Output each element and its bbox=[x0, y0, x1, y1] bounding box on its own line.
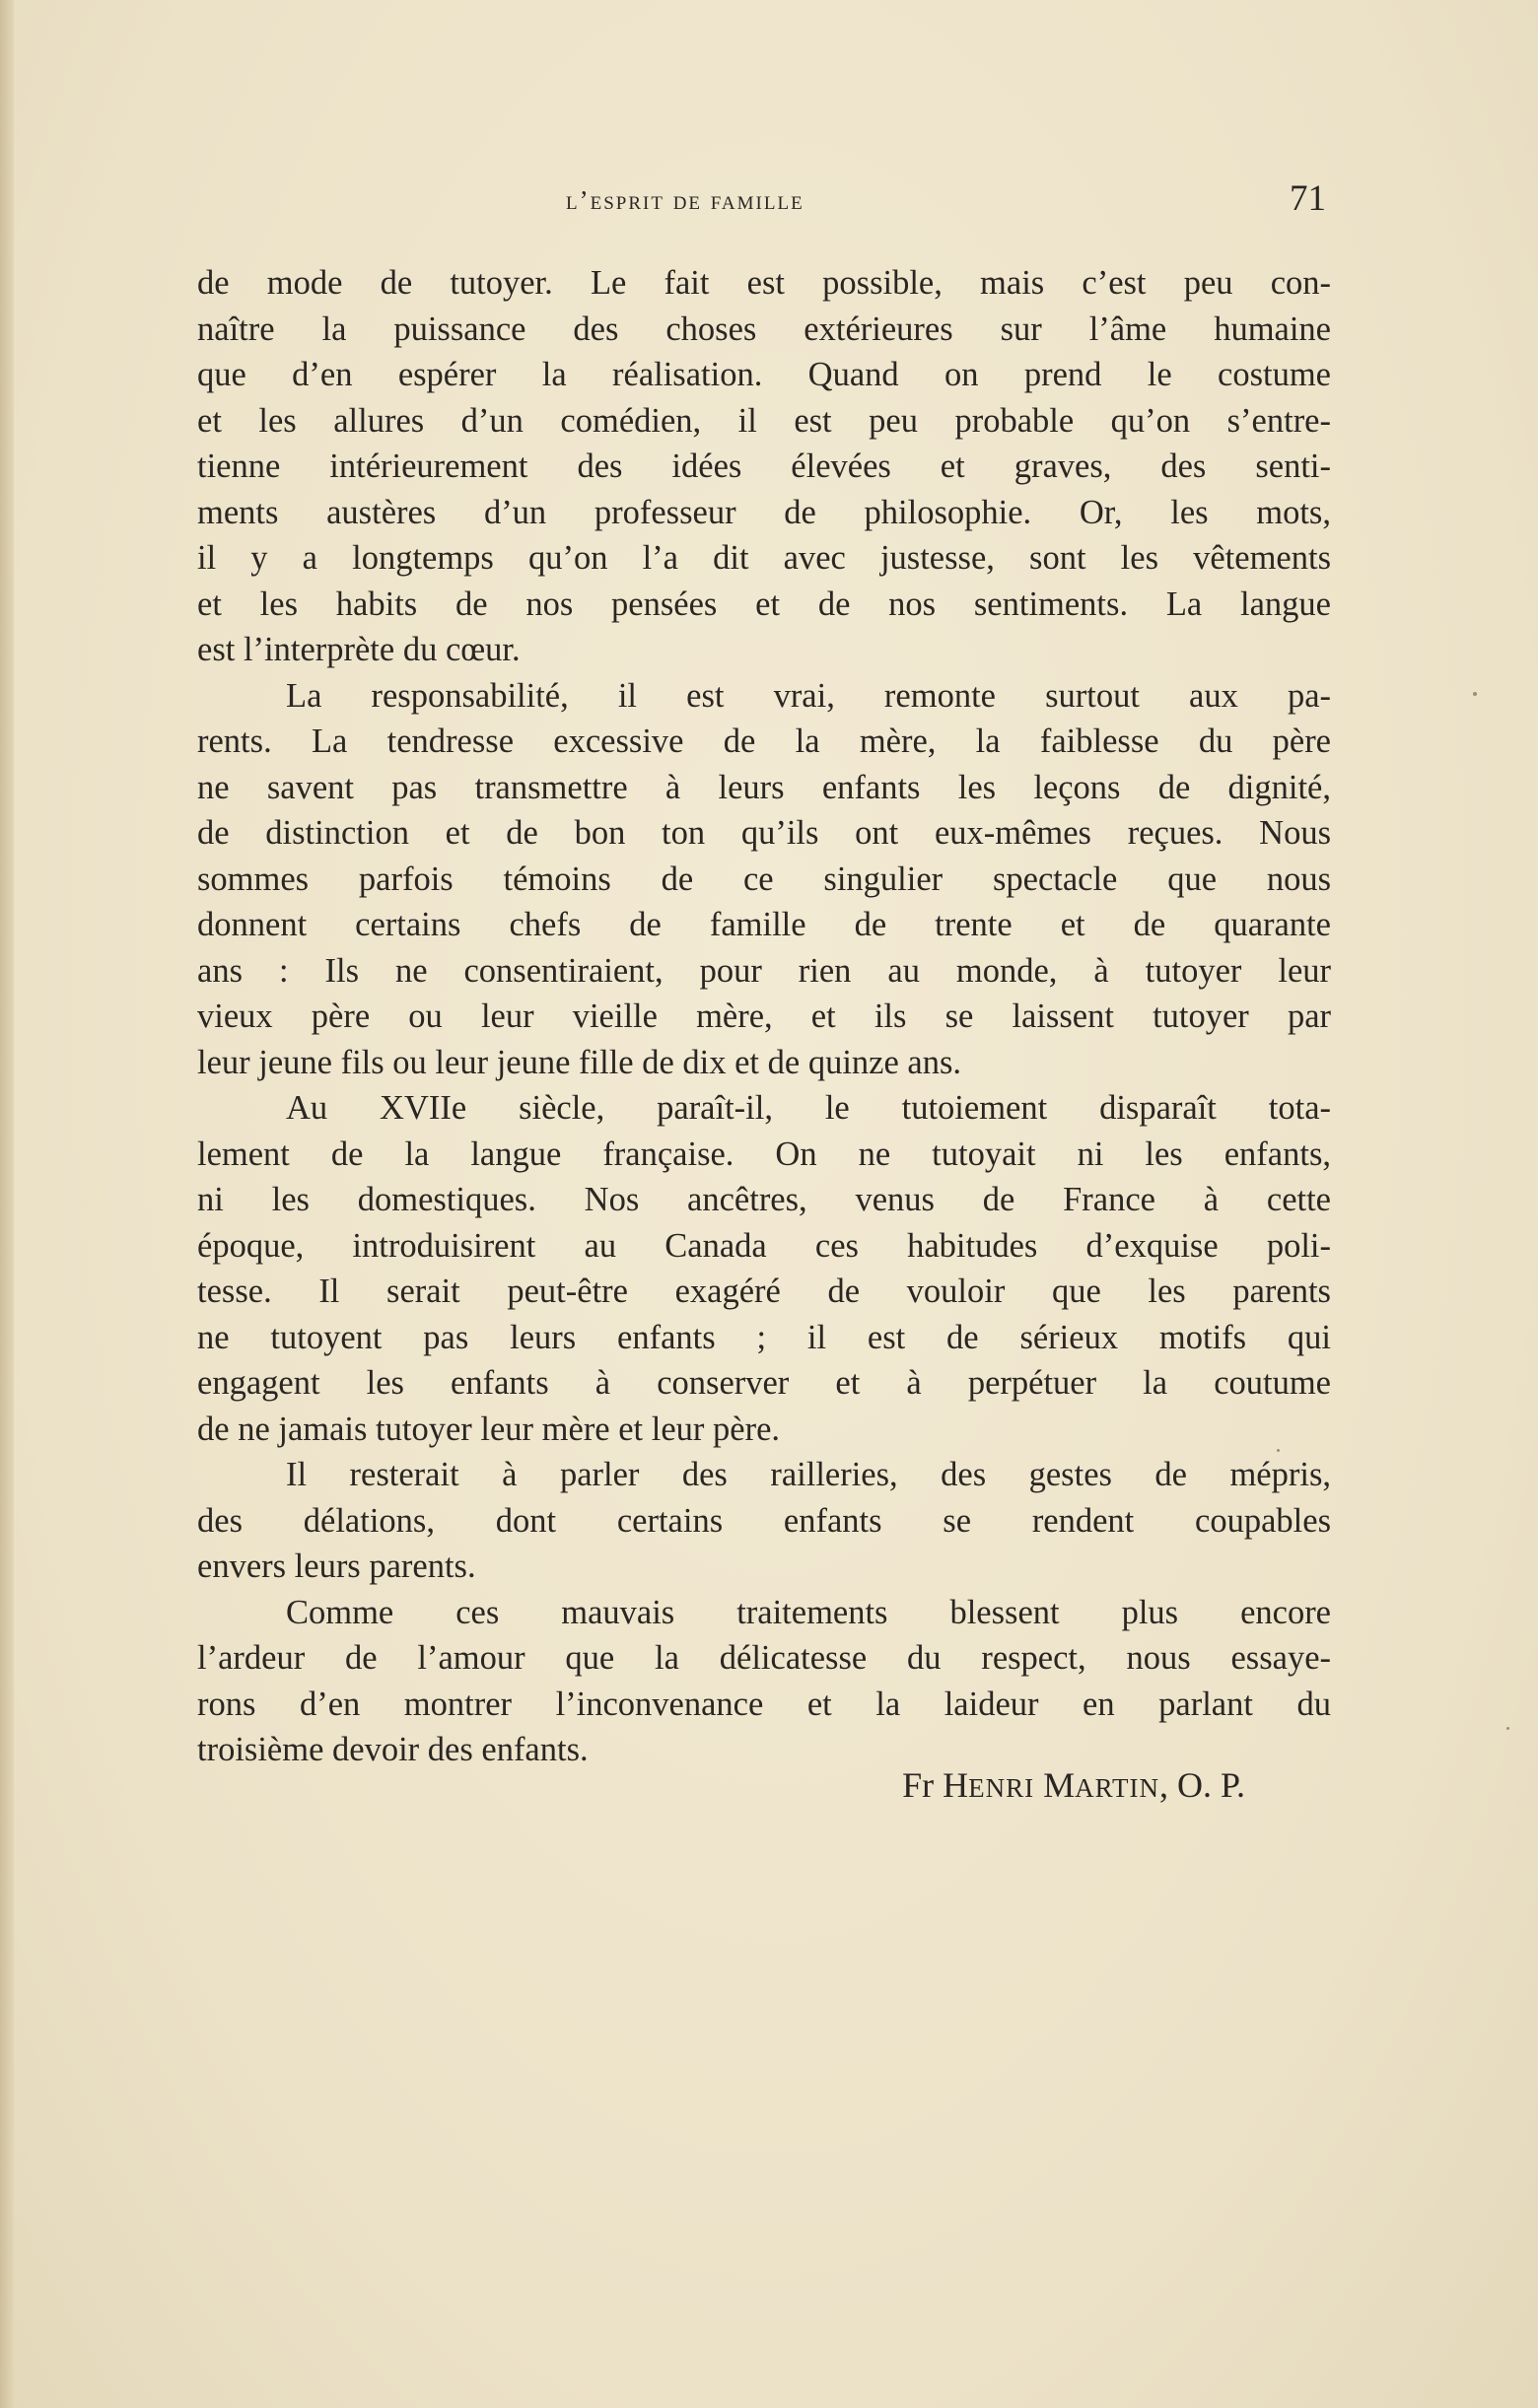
paper-speck bbox=[1473, 692, 1477, 696]
text-line: tienne intérieurement des idées élevées et graves, des senti- bbox=[197, 447, 1331, 485]
text-line: Il resterait à parler des railleries, des gestes de mépris, bbox=[286, 1456, 1331, 1493]
page-header bbox=[197, 177, 1326, 229]
text-line: et les allures d’un comédien, il est peu probable qu’on s’entre- bbox=[197, 401, 1331, 440]
text-line: de ne jamais tutoyer leur mère et leur père. bbox=[197, 1410, 781, 1448]
paragraph bbox=[197, 1085, 1331, 1452]
text-line: engagent les enfants à conserver et à perpétuer la coutume bbox=[197, 1364, 1331, 1402]
signature-last-rest: ARTIN bbox=[1075, 1773, 1159, 1803]
text-line: ne tutoyent pas leurs enfants ; il est de sérieux motifs qui bbox=[197, 1318, 1331, 1356]
text-line: de distinction et de bon ton qu’ils ont eux-mêmes reçues. Nous bbox=[197, 814, 1331, 852]
body-text bbox=[197, 260, 1331, 1773]
text-line: troisième devoir des enfants. bbox=[197, 1731, 589, 1768]
page-number: 71 bbox=[1290, 178, 1326, 219]
paragraph bbox=[197, 1452, 1331, 1590]
text-line: tesse. Il serait peut-être exagéré de vouloir que les parents bbox=[197, 1273, 1331, 1310]
signature-prefix: Fr bbox=[902, 1765, 935, 1805]
text-line: époque, introduisirent au Canada ces habitudes d’exquise poli- bbox=[197, 1226, 1331, 1265]
text-line: il y a longtemps qu’on l’a dit avec justesse, sont les vêtements bbox=[197, 539, 1331, 577]
text-line: rents. La tendresse excessive de la mère, la faiblesse du père bbox=[197, 722, 1331, 760]
text-line: naître la puissance des choses extérieures sur l’âme humaine bbox=[197, 310, 1331, 348]
paragraph bbox=[197, 673, 1331, 1086]
text-line: que d’en espérer la réalisation. Quand on prend le costume bbox=[197, 356, 1331, 393]
signature-first-rest: ENRI bbox=[968, 1773, 1035, 1803]
text-line: sommes parfois témoins de ce singulier spectacle que nous bbox=[197, 860, 1331, 898]
text-line: ne savent pas transmettre à leurs enfants les leçons de dignité, bbox=[197, 768, 1331, 806]
signature-first-initial: H bbox=[943, 1765, 969, 1805]
page-gutter-edge bbox=[0, 0, 14, 2408]
text-line: donnent certains chefs de famille de trente et de quarante bbox=[197, 906, 1331, 943]
signature-last-initial: M bbox=[1043, 1765, 1076, 1805]
author-signature bbox=[197, 1764, 1245, 1806]
text-line: vieux père ou leur vieille mère, et ils se laissent tutoyer par bbox=[197, 998, 1331, 1035]
paper-speck bbox=[1506, 1727, 1509, 1730]
paragraph bbox=[197, 1590, 1331, 1773]
text-line: de mode de tutoyer. Le fait est possible, mais c’est peu con- bbox=[197, 264, 1331, 302]
text-line: rons d’en montrer l’inconvenance et la laideur en parlant du bbox=[197, 1685, 1331, 1723]
text-line: leur jeune fils ou leur jeune fille de dix et de quinze ans. bbox=[197, 1043, 962, 1081]
text-line: et les habits de nos pensées et de nos sentiments. La langue bbox=[197, 585, 1331, 623]
signature-suffix: , O. P. bbox=[1158, 1765, 1245, 1805]
text-line: ments austères d’un professeur de philosophie. Or, les mots, bbox=[197, 493, 1331, 531]
text-line: est l’interprète du cœur. bbox=[197, 631, 521, 668]
text-line: lement de la langue française. On ne tutoyait ni les enfants, bbox=[197, 1135, 1331, 1173]
text-line: Au XVIIe siècle, paraît-il, le tutoiement disparaît tota- bbox=[286, 1089, 1331, 1127]
text-line: La responsabilité, il est vrai, remonte surtout aux pa- bbox=[286, 676, 1331, 715]
text-line: envers leurs parents. bbox=[197, 1548, 476, 1585]
text-line: ans : Ils ne consentiraient, pour rien au monde, à tutoyer leur bbox=[197, 951, 1331, 990]
paragraph bbox=[197, 260, 1331, 673]
running-head: l’esprit de famille bbox=[566, 185, 804, 215]
text-line: ni les domestiques. Nos ancêtres, venus de France à cette bbox=[197, 1181, 1331, 1218]
text-line: l’ardeur de l’amour que la délicatesse du respect, nous essaye- bbox=[197, 1639, 1331, 1677]
text-line: des délations, dont certains enfants se rendent coupables bbox=[197, 1501, 1331, 1540]
paper-speck bbox=[1277, 1449, 1280, 1452]
text-line: Comme ces mauvais traitements blessent plus encore bbox=[286, 1593, 1331, 1631]
